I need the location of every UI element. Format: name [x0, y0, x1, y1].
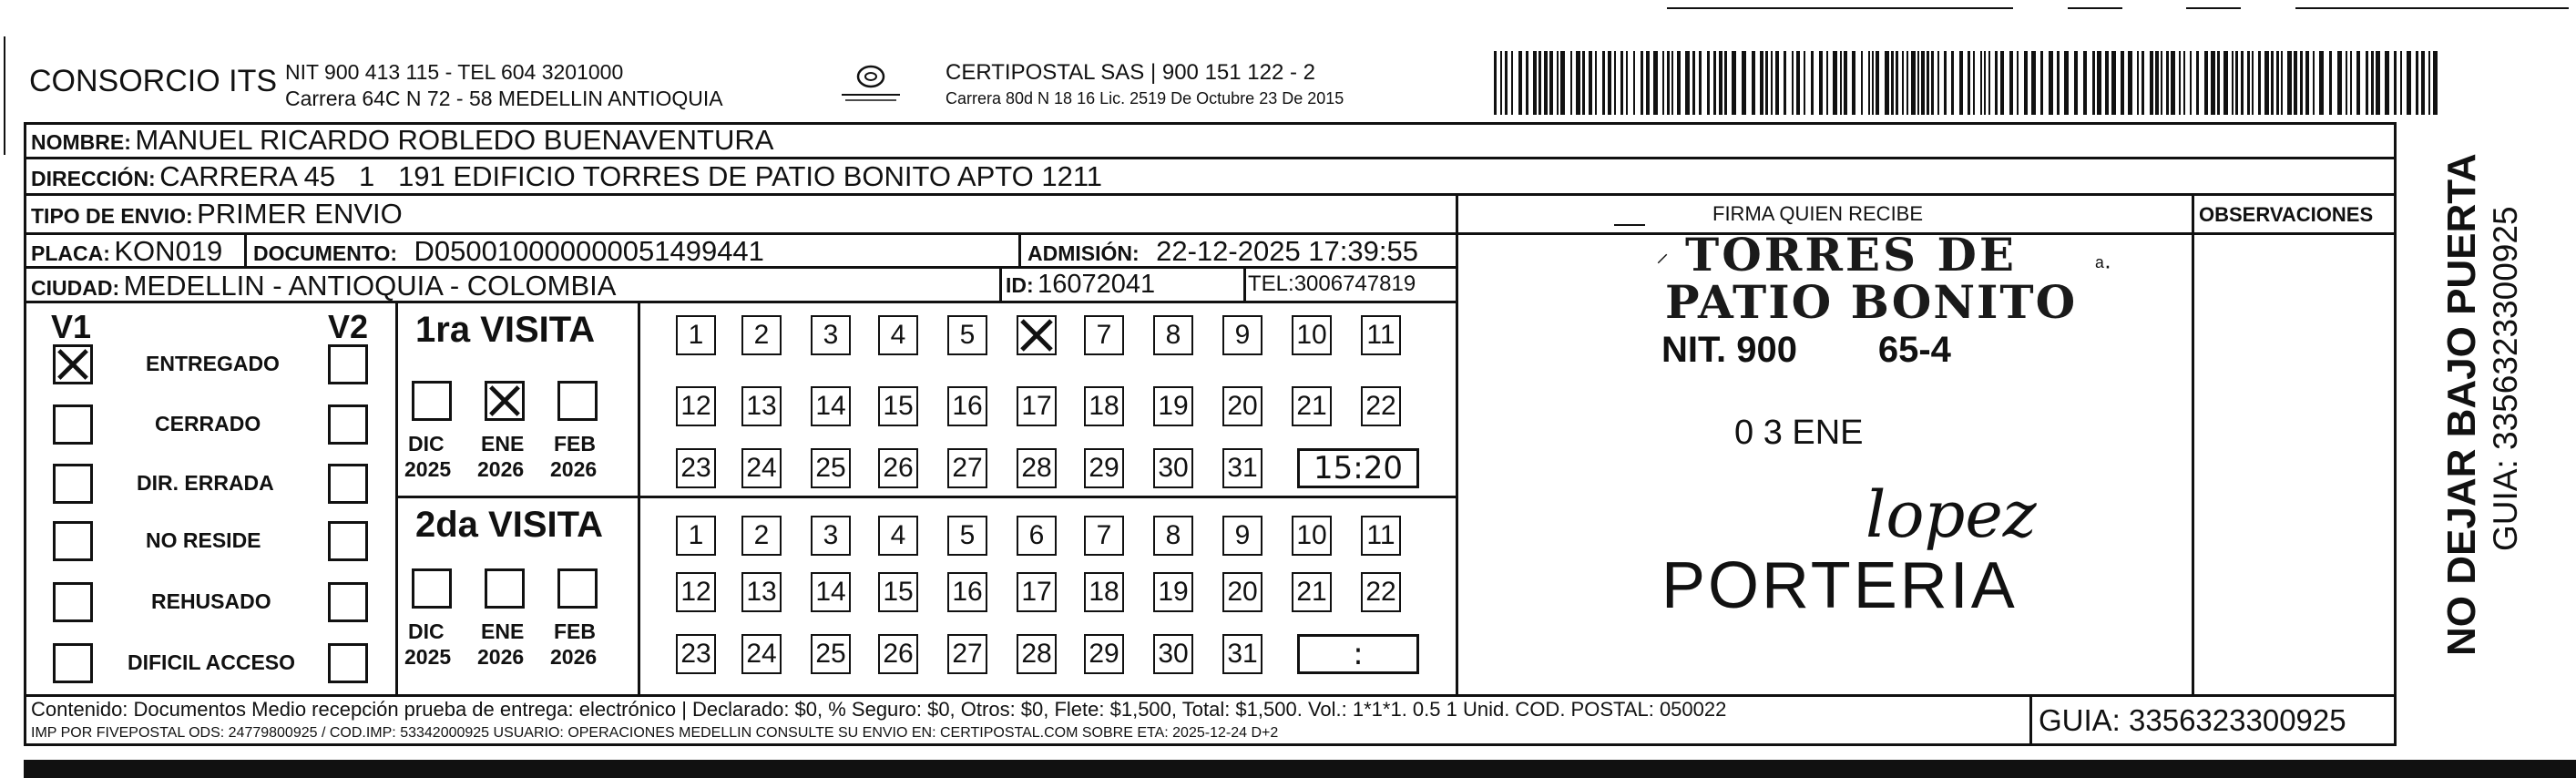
day-checkbox[interactable]: [1222, 572, 1262, 612]
day-number: 28: [1021, 453, 1052, 483]
company-nit: NIT 900 413 115 - TEL 604 3201000: [285, 60, 624, 84]
day-number: 23: [680, 639, 711, 669]
day-checkbox[interactable]: [1153, 516, 1193, 556]
day-number: 17: [1021, 391, 1052, 421]
name-row: NOMBRE: MANUEL RICARDO ROBLEDO BUENAVENTURA: [31, 124, 774, 156]
day-number: 24: [746, 639, 777, 669]
carrier-name: CERTIPOSTAL SAS | 900 151 122 - 2: [946, 60, 1315, 85]
month-checkbox[interactable]: [485, 568, 525, 609]
day-number: 1: [688, 520, 704, 550]
day-number: 14: [815, 577, 846, 607]
status-option-label: CERRADO: [155, 412, 261, 435]
day-checkbox[interactable]: [1153, 315, 1193, 355]
day-number: 2: [753, 520, 770, 550]
day-number: 7: [1096, 520, 1112, 550]
day-checkbox[interactable]: [741, 315, 782, 355]
month-label: DIC: [408, 432, 445, 456]
time-value: :: [1353, 636, 1364, 672]
day-checkbox[interactable]: [878, 386, 918, 426]
day-number: 19: [1158, 391, 1189, 421]
day-checkbox[interactable]: [947, 386, 987, 426]
day-number: 18: [1089, 577, 1119, 607]
day-number: 21: [1296, 391, 1327, 421]
day-checkbox[interactable]: [1292, 572, 1332, 612]
day-checkbox[interactable]: [1153, 634, 1193, 674]
day-number: 25: [815, 639, 846, 669]
day-number: 20: [1227, 577, 1258, 607]
v1-checkbox[interactable]: [53, 344, 93, 384]
day-checkbox[interactable]: [1361, 315, 1401, 355]
day-number: 19: [1158, 577, 1189, 607]
footer-print-info: IMP POR FIVEPOSTAL ODS: 24779800925 / COD.IMP: 53342000925 USUARIO: OPERACIONES MEDELLIN CONSULTE SU ENVIO EN: CERTIPOSTAL.COM SOBRE ETA: 2025-12-24 D+2: [31, 725, 1279, 741]
day-number: 3: [823, 320, 839, 350]
day-checkbox[interactable]: [811, 634, 851, 674]
status-option-label: REHUSADO: [151, 589, 271, 613]
year-label: 2025: [404, 645, 452, 669]
tel-field: TEL:3006747819: [1248, 271, 1416, 296]
day-number: 4: [890, 320, 906, 350]
day-checkbox[interactable]: [676, 386, 716, 426]
day-number: 12: [680, 391, 711, 421]
day-checkbox[interactable]: [741, 448, 782, 488]
day-checkbox[interactable]: [676, 516, 716, 556]
day-number: 22: [1365, 391, 1396, 421]
day-checkbox[interactable]: [811, 516, 851, 556]
day-number: 18: [1089, 391, 1119, 421]
day-checkbox[interactable]: [676, 634, 716, 674]
day-number: 15: [883, 577, 914, 607]
id-field: ID: 16072041: [1006, 270, 1156, 299]
day-checkbox[interactable]: [947, 516, 987, 556]
day-checkbox[interactable]: [947, 634, 987, 674]
v1-checkbox[interactable]: [53, 464, 93, 504]
day-number: 20: [1227, 391, 1258, 421]
day-checkbox[interactable]: [1084, 448, 1124, 488]
day-number: 16: [952, 391, 983, 421]
day-checkbox[interactable]: [741, 634, 782, 674]
day-checkbox[interactable]: [676, 448, 716, 488]
status-option-label: ENTREGADO: [146, 352, 280, 375]
time-value: 15:20: [1314, 450, 1403, 486]
year-label: 2026: [477, 457, 525, 481]
day-number: 22: [1365, 577, 1396, 607]
day-checkbox[interactable]: [1017, 516, 1057, 556]
day-checkbox[interactable]: [1292, 315, 1332, 355]
day-checkbox[interactable]: [811, 448, 851, 488]
day-checkbox[interactable]: [1361, 386, 1401, 426]
day-checkbox[interactable]: [878, 516, 918, 556]
day-checkbox[interactable]: [1222, 448, 1262, 488]
status-option-label: DIFICIL ACCESO: [128, 650, 296, 674]
day-number: 29: [1089, 639, 1119, 669]
visit1-title: 1ra VISITA: [415, 310, 596, 350]
v1-checkbox[interactable]: [53, 521, 93, 561]
recipient-address: CARRERA 45 1 191 EDIFICIO TORRES DE PATIO BONITO APTO 1211: [159, 160, 1103, 192]
year-label: 2026: [550, 645, 598, 669]
month-label: ENE: [481, 619, 525, 643]
day-checkbox[interactable]: [1222, 634, 1262, 674]
footer-contents: Contenido: Documentos Medio recepción prueba de entrega: electrónico | Declarado: $0, % Seguro: $0, Otros: $0, Flete: $1,500, Total: $1,500. Vol.: 1*1*1. 0.5 1 Unid. COD. POSTAL: 050022: [31, 698, 1727, 721]
day-checkbox[interactable]: [878, 315, 918, 355]
v2-label: V2: [328, 308, 369, 345]
month-checkbox[interactable]: [412, 568, 452, 609]
month-checkbox[interactable]: [485, 381, 525, 421]
day-checkbox[interactable]: [1153, 386, 1193, 426]
v2-checkbox[interactable]: [328, 404, 368, 445]
plate-field: PLACA: KON019: [31, 235, 223, 267]
day-number: 30: [1158, 453, 1189, 483]
side-guia: GUIA: 3356323300925: [2487, 206, 2524, 551]
day-checkbox[interactable]: [811, 315, 851, 355]
day-checkbox[interactable]: [1153, 448, 1193, 488]
signature-header: FIRMA QUIEN RECIBE: [1712, 202, 1924, 225]
month-label: FEB: [554, 619, 596, 643]
day-number: 13: [746, 391, 777, 421]
day-checkbox[interactable]: [1017, 315, 1057, 355]
carrier-address: Carrera 80d N 18 16 Lic. 2519 De Octubre 23 De 2015: [946, 89, 1344, 107]
day-checkbox[interactable]: [811, 572, 851, 612]
day-number: 5: [959, 320, 976, 350]
day-number: 7: [1096, 320, 1112, 350]
month-label: ENE: [481, 432, 525, 456]
v1-label: V1: [51, 308, 92, 345]
day-checkbox[interactable]: [1153, 572, 1193, 612]
day-checkbox[interactable]: [1084, 315, 1124, 355]
day-number: 5: [959, 520, 976, 550]
v2-checkbox[interactable]: [328, 643, 368, 683]
day-checkbox[interactable]: [1017, 572, 1057, 612]
visit2-title: 2da VISITA: [415, 505, 603, 545]
month-checkbox[interactable]: [412, 381, 452, 421]
barcode: [1494, 51, 2450, 115]
company-name: CONSORCIO ITS: [29, 64, 278, 98]
day-checkbox[interactable]: [741, 572, 782, 612]
day-number: 17: [1021, 577, 1052, 607]
day-number: 25: [815, 453, 846, 483]
v2-checkbox[interactable]: [328, 344, 368, 384]
shipment-type: PRIMER ENVIO: [197, 198, 403, 230]
porteria-stamp: PORTERIA: [1661, 549, 2018, 622]
v1-checkbox[interactable]: [53, 582, 93, 622]
day-number: 31: [1227, 639, 1258, 669]
day-number: 11: [1366, 520, 1395, 550]
day-checkbox[interactable]: [811, 386, 851, 426]
day-number: 10: [1296, 320, 1327, 350]
day-checkbox[interactable]: [741, 516, 782, 556]
day-checkbox[interactable]: [878, 448, 918, 488]
bottom-band: [24, 760, 2576, 778]
day-number: 10: [1296, 520, 1327, 550]
year-label: 2026: [477, 645, 525, 669]
day-checkbox[interactable]: [947, 315, 987, 355]
day-checkbox[interactable]: [1222, 386, 1262, 426]
day-number: 8: [1165, 320, 1181, 350]
v1-checkbox[interactable]: [53, 643, 93, 683]
month-checkbox[interactable]: [557, 381, 598, 421]
day-checkbox[interactable]: [1222, 315, 1262, 355]
day-number: 14: [815, 391, 846, 421]
day-number: 16: [952, 577, 983, 607]
document-field: DOCUMENTO: D050010000000051499441: [253, 235, 764, 267]
day-number: 31: [1227, 453, 1258, 483]
footer-guia: GUIA: 3356323300925: [2039, 703, 2346, 737]
day-checkbox[interactable]: [1084, 634, 1124, 674]
day-number: 15: [883, 391, 914, 421]
day-checkbox[interactable]: [1084, 386, 1124, 426]
shipment-row: TIPO DE ENVIO: PRIMER ENVIO: [31, 198, 403, 230]
year-label: 2026: [550, 457, 598, 481]
day-checkbox[interactable]: [676, 572, 716, 612]
v2-checkbox[interactable]: [328, 521, 368, 561]
day-checkbox[interactable]: [1222, 516, 1262, 556]
day-checkbox[interactable]: [741, 386, 782, 426]
day-number: 26: [883, 453, 914, 483]
day-number: 28: [1021, 639, 1052, 669]
day-number: 12: [680, 577, 711, 607]
day-number: 9: [1234, 520, 1251, 550]
no-slide-under-door-warning: NO DEJAR BAJO PUERTA: [2439, 153, 2484, 656]
day-checkbox[interactable]: [947, 572, 987, 612]
day-checkbox[interactable]: [1292, 516, 1332, 556]
day-number: 27: [952, 639, 983, 669]
day-number: 30: [1158, 639, 1189, 669]
receiver-signature: lopez: [1866, 477, 2037, 552]
month-checkbox[interactable]: [557, 568, 598, 609]
day-checkbox[interactable]: [1017, 386, 1057, 426]
day-number: 23: [680, 453, 711, 483]
day-checkbox[interactable]: [1361, 516, 1401, 556]
day-number: 1: [688, 320, 704, 350]
company-address: Carrera 64C N 72 - 58 MEDELLIN ANTIOQUIA: [285, 87, 723, 110]
day-number: 21: [1296, 577, 1327, 607]
certipostal-logo: [838, 62, 904, 107]
day-checkbox[interactable]: [1017, 448, 1057, 488]
v1-checkbox[interactable]: [53, 404, 93, 445]
day-checkbox[interactable]: [947, 448, 987, 488]
year-label: 2025: [404, 457, 452, 481]
observations-header: OBSERVACIONES: [2199, 203, 2374, 226]
day-checkbox[interactable]: [1084, 516, 1124, 556]
day-number: 27: [952, 453, 983, 483]
admission-field: ADMISIÓN: 22-12-2025 17:39:55: [1027, 235, 1418, 267]
month-label: DIC: [408, 619, 445, 643]
day-number: 26: [883, 639, 914, 669]
day-number: 29: [1089, 453, 1119, 483]
day-number: 2: [753, 320, 770, 350]
day-checkbox[interactable]: [878, 634, 918, 674]
day-number: 3: [823, 520, 839, 550]
day-number: 24: [746, 453, 777, 483]
day-number: 11: [1366, 320, 1395, 350]
day-number: 8: [1165, 520, 1181, 550]
day-checkbox[interactable]: [1361, 572, 1401, 612]
day-number: 4: [890, 520, 906, 550]
day-number: 9: [1234, 320, 1251, 350]
day-number: 13: [746, 577, 777, 607]
day-checkbox[interactable]: [878, 572, 918, 612]
v2-checkbox[interactable]: [328, 582, 368, 622]
city-field: CIUDAD: MEDELLIN - ANTIOQUIA - COLOMBIA: [31, 270, 617, 302]
status-option-label: DIR. ERRADA: [137, 471, 274, 495]
day-checkbox[interactable]: [1292, 386, 1332, 426]
recipient-name: MANUEL RICARDO ROBLEDO BUENAVENTURA: [135, 124, 774, 156]
v2-checkbox[interactable]: [328, 464, 368, 504]
day-checkbox[interactable]: [676, 315, 716, 355]
address-row: DIRECCIÓN: CARRERA 45 1 191 EDIFICIO TORRES DE PATIO BONITO APTO 1211: [31, 160, 1103, 192]
day-checkbox[interactable]: [1084, 572, 1124, 612]
month-label: FEB: [554, 432, 596, 456]
day-checkbox[interactable]: [1017, 634, 1057, 674]
day-number: 6: [1028, 520, 1045, 550]
status-option-label: NO RESIDE: [146, 528, 261, 552]
